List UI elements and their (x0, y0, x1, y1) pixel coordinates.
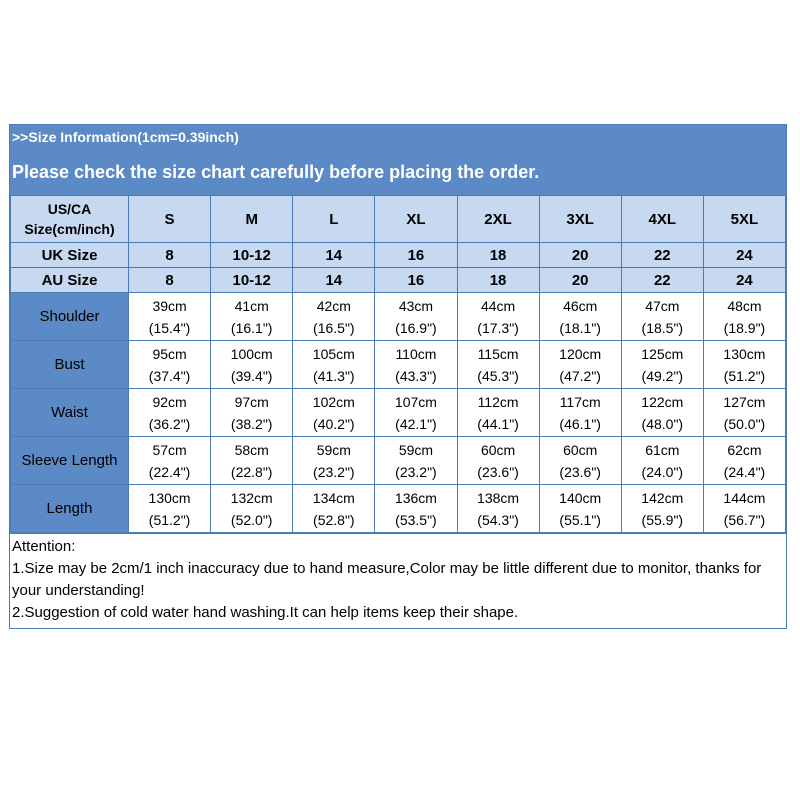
au-size-label: AU Size (11, 268, 129, 293)
measurement-cell (703, 437, 785, 485)
cm-value: 59cm (316, 441, 351, 458)
measurement-cell (129, 485, 211, 533)
size-cell: M (211, 196, 293, 243)
measurement-cell (457, 485, 539, 533)
cm-value: 97cm (234, 393, 269, 410)
inch-value: (39.4") (230, 367, 273, 384)
inch-value: (51.2") (148, 511, 191, 528)
measurement-cell (539, 437, 621, 485)
measurement-cell (293, 293, 375, 341)
au-size-cell: 10-12 (211, 268, 293, 293)
uk-size-cell: 20 (539, 243, 621, 268)
inch-value: (40.2") (313, 415, 355, 432)
size-cell: S (129, 196, 211, 243)
measurement-cell (457, 293, 539, 341)
measurement-label: Bust (11, 341, 129, 389)
cm-value: 47cm (645, 297, 680, 314)
measurement-cell (621, 389, 703, 437)
inch-value: (53.5") (395, 511, 437, 528)
inch-value: (18.5") (641, 319, 684, 336)
inch-value: (44.1") (477, 415, 519, 432)
inch-value: (48.0") (641, 415, 684, 432)
measurement-cell (129, 437, 211, 485)
uk-size-row (11, 243, 786, 268)
measurement-label: Shoulder (11, 293, 129, 341)
measurement-cell (375, 293, 457, 341)
measurement-cell (293, 485, 375, 533)
measurement-cell (539, 293, 621, 341)
cm-value: 120cm (559, 345, 602, 362)
measurement-cell (293, 341, 375, 389)
cm-value: 95cm (152, 345, 187, 362)
attention-note-2: 2.Suggestion of cold water hand washing.It can help items keep their shape. (12, 604, 519, 621)
inch-value: (46.1") (559, 415, 601, 432)
size-cell: 3XL (539, 196, 621, 243)
cm-value: 140cm (559, 489, 602, 506)
inch-value: (18.1") (559, 319, 601, 336)
cm-value: 134cm (312, 489, 355, 506)
cm-value: 61cm (645, 441, 680, 458)
size-header-row (11, 196, 786, 243)
measurement-cell (211, 293, 293, 341)
cm-value: 110cm (395, 345, 437, 362)
measurement-cell (375, 437, 457, 485)
measurement-cell (293, 389, 375, 437)
inch-value: (17.3") (477, 319, 519, 336)
cm-value: 43cm (398, 297, 434, 314)
inch-value: (49.2") (641, 367, 684, 384)
size-cell: XL (375, 196, 457, 243)
inch-value: (18.9") (723, 319, 766, 336)
notice-banner: Please check the size chart carefully before placing the order. (10, 149, 786, 195)
attention-title: Attention: (12, 538, 76, 555)
size-info-banner: >>Size Information(1cm=0.39inch) (10, 125, 786, 149)
measurement-label: Length (11, 485, 129, 533)
au-size-cell: 20 (539, 268, 621, 293)
cm-value: 100cm (230, 345, 273, 362)
inch-value: (41.3") (313, 367, 355, 384)
inch-value: (45.3") (477, 367, 519, 384)
cm-value: 136cm (394, 489, 437, 506)
au-size-cell: 16 (375, 268, 457, 293)
inch-value: (52.0") (230, 511, 273, 528)
measurement-cell (129, 293, 211, 341)
size-cell: 5XL (703, 196, 785, 243)
measurement-cell (375, 389, 457, 437)
cm-value: 142cm (641, 489, 684, 506)
au-size-cell: 18 (457, 268, 539, 293)
inch-value: (50.0") (723, 415, 766, 432)
cm-value: 44cm (480, 297, 516, 314)
uk-size-cell: 22 (621, 243, 703, 268)
cm-value: 102cm (312, 393, 355, 410)
au-size-cell: 8 (129, 268, 211, 293)
corner-header-line1: US/CA (47, 201, 92, 217)
attention-note-1: 1.Size may be 2cm/1 inch inaccuracy due to hand measure,Color may be little different due to monitor, thanks for your understanding! (12, 560, 762, 599)
measurement-cell (621, 293, 703, 341)
inch-value: (23.6") (559, 463, 601, 480)
inch-value: (36.2") (148, 415, 191, 432)
cm-value: 58cm (234, 441, 269, 458)
table-row (11, 293, 786, 341)
cm-value: 122cm (641, 393, 684, 410)
cm-value: 92cm (152, 393, 187, 410)
cm-value: 62cm (727, 441, 762, 458)
measurement-cell (621, 341, 703, 389)
au-size-cell: 22 (621, 268, 703, 293)
inch-value: (16.5") (313, 319, 355, 336)
inch-value: (43.3") (395, 367, 437, 384)
uk-size-cell: 10-12 (211, 243, 293, 268)
measurement-cell (539, 485, 621, 533)
inch-value: (38.2") (230, 415, 273, 432)
uk-size-cell: 16 (375, 243, 457, 268)
inch-value: (16.9") (395, 319, 437, 336)
cm-value: 41cm (234, 297, 269, 314)
cm-value: 39cm (152, 297, 187, 314)
table-row (11, 485, 786, 533)
measurement-cell (703, 389, 785, 437)
measurement-label: Waist (11, 389, 129, 437)
measurement-cell (457, 341, 539, 389)
inch-value: (23.6") (477, 463, 519, 480)
inch-value: (23.2") (395, 463, 437, 480)
uk-size-label: UK Size (11, 243, 129, 268)
measurement-cell (457, 437, 539, 485)
measurement-cell (129, 341, 211, 389)
measurement-cell (621, 437, 703, 485)
measurement-cell (375, 341, 457, 389)
measurement-cell (703, 293, 785, 341)
table-row (11, 341, 786, 389)
size-table (10, 195, 786, 533)
measurement-cell (375, 485, 457, 533)
cm-value: 107cm (394, 393, 437, 410)
measurement-cell (539, 341, 621, 389)
cm-value: 42cm (316, 297, 351, 314)
size-chart (9, 124, 787, 629)
cm-value: 115cm (477, 345, 519, 362)
measurement-cell (703, 341, 785, 389)
measurement-cell (293, 437, 375, 485)
cm-value: 48cm (727, 297, 762, 314)
inch-value: (42.1") (395, 415, 437, 432)
cm-value: 127cm (723, 393, 766, 410)
inch-value: (22.8") (230, 463, 273, 480)
measurement-cell (211, 389, 293, 437)
measurement-cell (129, 389, 211, 437)
cm-value: 112cm (477, 393, 519, 410)
inch-value: (55.1") (559, 511, 601, 528)
cm-value: 132cm (230, 489, 273, 506)
inch-value: (47.2") (559, 367, 601, 384)
au-size-row (11, 268, 786, 293)
inch-value: (24.0") (641, 463, 684, 480)
inch-value: (52.8") (313, 511, 355, 528)
attention-notes (10, 533, 786, 628)
cm-value: 57cm (152, 441, 187, 458)
measurement-cell (539, 389, 621, 437)
uk-size-cell: 14 (293, 243, 375, 268)
table-row (11, 437, 786, 485)
size-cell: 2XL (457, 196, 539, 243)
cm-value: 60cm (480, 441, 516, 458)
cm-value: 46cm (563, 297, 598, 314)
cm-value: 138cm (477, 489, 520, 506)
au-size-cell: 24 (703, 268, 785, 293)
inch-value: (22.4") (148, 463, 191, 480)
inch-value: (23.2") (313, 463, 355, 480)
inch-value: (55.9") (641, 511, 684, 528)
cm-value: 125cm (641, 345, 684, 362)
inch-value: (56.7") (723, 511, 766, 528)
measurement-cell (457, 389, 539, 437)
cm-value: 60cm (563, 441, 598, 458)
measurement-cell (621, 485, 703, 533)
inch-value: (15.4") (148, 319, 191, 336)
cm-value: 105cm (312, 345, 355, 362)
measurement-cell (211, 437, 293, 485)
measurement-cell (703, 485, 785, 533)
corner-header (11, 196, 129, 243)
cm-value: 59cm (398, 441, 434, 458)
inch-value: (51.2") (723, 367, 766, 384)
cm-value: 144cm (723, 489, 766, 506)
uk-size-cell: 18 (457, 243, 539, 268)
cm-value: 117cm (559, 393, 601, 410)
inch-value: (37.4") (148, 367, 191, 384)
measurement-label: Sleeve Length (11, 437, 129, 485)
size-cell: L (293, 196, 375, 243)
corner-header-line2: Size(cm/inch) (24, 221, 115, 237)
au-size-cell: 14 (293, 268, 375, 293)
measurement-cell (211, 485, 293, 533)
inch-value: (24.4") (723, 463, 766, 480)
inch-value: (16.1") (230, 319, 273, 336)
cm-value: 130cm (723, 345, 766, 362)
size-cell: 4XL (621, 196, 703, 243)
uk-size-cell: 24 (703, 243, 785, 268)
cm-value: 130cm (148, 489, 191, 506)
size-table-body (11, 196, 786, 533)
inch-value: (54.3") (477, 511, 519, 528)
table-row (11, 389, 786, 437)
uk-size-cell: 8 (129, 243, 211, 268)
measurement-cell (211, 341, 293, 389)
